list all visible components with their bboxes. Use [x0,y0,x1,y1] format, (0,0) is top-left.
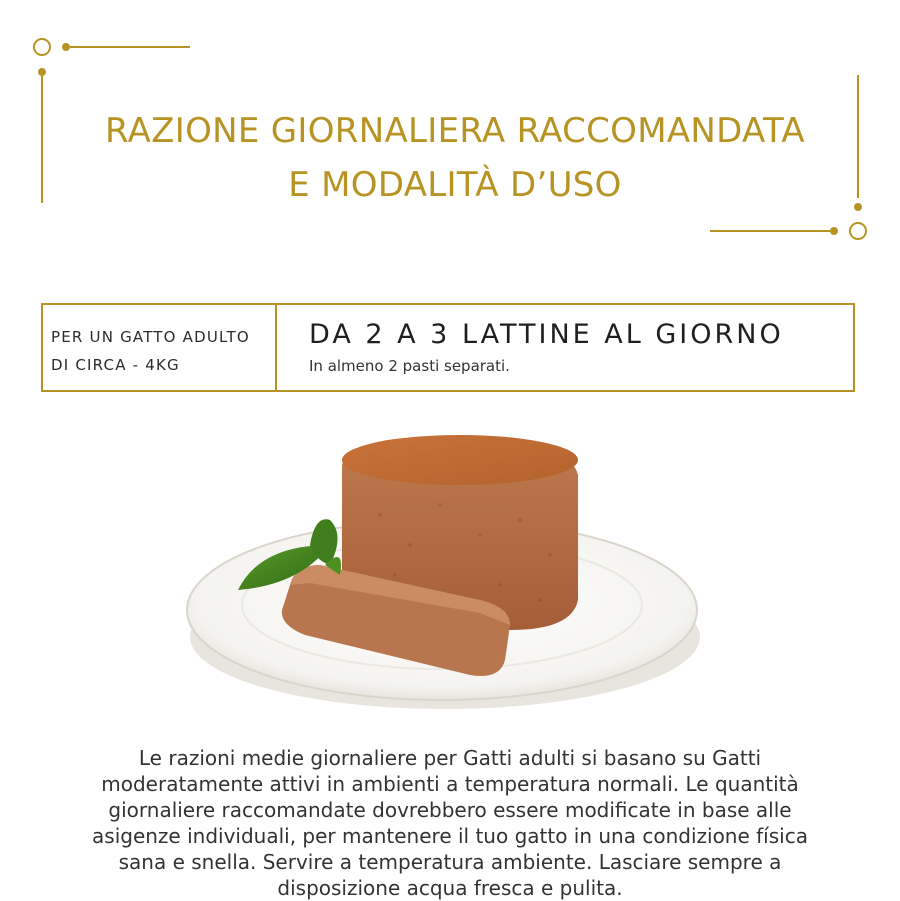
meal-note: In almeno 2 pasti separati. [309,357,510,375]
cat-condition-line-1: PER UN GATTO ADULTO [51,328,250,346]
table-divider [275,305,277,390]
cat-condition-line-2: DI CIRCA - 4KG [51,356,180,374]
page-title [60,104,850,212]
title-line-1: RAZIONE GIORNALIERA RACCOMANDATA [105,111,805,151]
cat-condition [51,323,276,379]
title-line-2: E MODALITÀ D’USO [288,165,622,205]
usage-description: Le razioni medie giornaliere per Gatti adulti si basano su Gatti moderatamente attivi in ambienti a temperatura normali. Le quantità giornaliere raccomandate dovrebbero essere modificate in base alle asigenze individuali, per mantenere il tuo gatto in una condizione física sana e snella. Servire a temperatura ambiente. Lasciare sempre a disposizione acqua fresca e pulita. [92,746,808,900]
cat-food-plate-image [180,425,720,725]
daily-amount: DA 2 A 3 LATTINE AL GIORNO [309,319,784,350]
dosage-table [41,303,855,392]
